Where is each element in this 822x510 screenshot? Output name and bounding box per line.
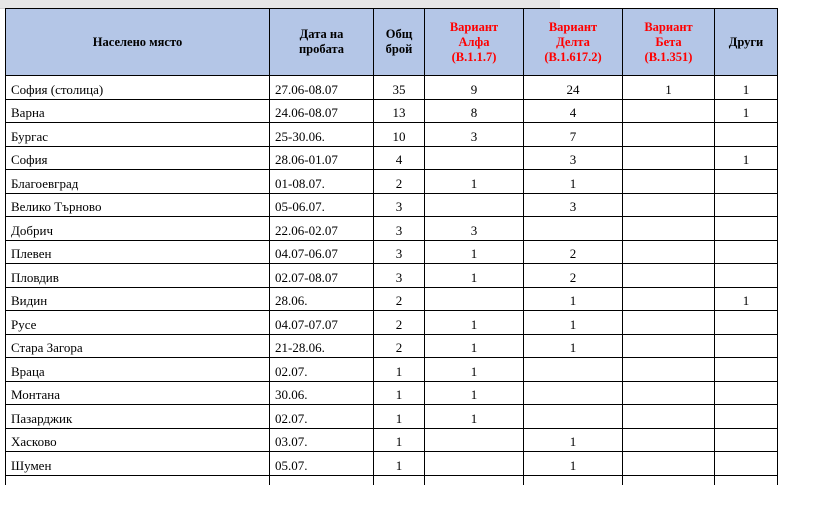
cell-delta: 24	[524, 76, 623, 100]
cell-total: 2	[374, 287, 425, 311]
cell-other: 1	[715, 287, 778, 311]
empty-cell	[374, 475, 425, 485]
table-row	[6, 264, 778, 288]
cell-total: 1	[374, 428, 425, 452]
cell-beta	[623, 381, 715, 405]
empty-cell	[524, 475, 623, 485]
cell-total: 2	[374, 170, 425, 194]
cell-delta: 1	[524, 334, 623, 358]
cell-place: Добрич	[6, 217, 270, 241]
cell-beta	[623, 170, 715, 194]
cell-beta	[623, 193, 715, 217]
cell-alpha	[425, 452, 524, 476]
cell-beta	[623, 264, 715, 288]
cell-place: Враца	[6, 358, 270, 382]
cell-delta: 1	[524, 287, 623, 311]
cell-beta: 1	[623, 76, 715, 100]
cell-total: 4	[374, 146, 425, 170]
cell-other	[715, 311, 778, 335]
cell-alpha	[425, 146, 524, 170]
cell-delta: 2	[524, 240, 623, 264]
cell-beta	[623, 123, 715, 147]
table-row	[6, 311, 778, 335]
table-row	[6, 405, 778, 429]
table-row	[6, 428, 778, 452]
cell-other	[715, 170, 778, 194]
table-row	[6, 123, 778, 147]
cell-date: 02.07-08.07	[270, 264, 374, 288]
cell-place: Монтана	[6, 381, 270, 405]
cell-beta	[623, 358, 715, 382]
cell-delta: 1	[524, 428, 623, 452]
cell-date: 28.06.	[270, 287, 374, 311]
cell-date: 04.07-07.07	[270, 311, 374, 335]
cell-alpha: 3	[425, 217, 524, 241]
cell-beta	[623, 146, 715, 170]
cell-alpha: 1	[425, 240, 524, 264]
cell-alpha: 1	[425, 358, 524, 382]
cell-total: 13	[374, 99, 425, 123]
cell-place: Варна	[6, 99, 270, 123]
cell-alpha: 1	[425, 381, 524, 405]
cell-delta: 4	[524, 99, 623, 123]
empty-cell	[6, 475, 270, 485]
header-place: Населено място	[6, 9, 270, 76]
cell-date: 04.07-06.07	[270, 240, 374, 264]
cell-date: 02.07.	[270, 358, 374, 382]
cell-place: Пазарджик	[6, 405, 270, 429]
cell-place: София	[6, 146, 270, 170]
cell-date: 25-30.06.	[270, 123, 374, 147]
cell-beta	[623, 99, 715, 123]
cell-other	[715, 405, 778, 429]
table-row	[6, 381, 778, 405]
table-body	[6, 76, 778, 485]
cell-other: 1	[715, 76, 778, 100]
cell-beta	[623, 240, 715, 264]
cell-total: 3	[374, 264, 425, 288]
cell-beta	[623, 334, 715, 358]
cell-place: София (столица)	[6, 76, 270, 100]
cell-delta	[524, 358, 623, 382]
cell-date: 02.07.	[270, 405, 374, 429]
cell-other	[715, 334, 778, 358]
cell-delta: 1	[524, 311, 623, 335]
cell-date: 27.06-08.07	[270, 76, 374, 100]
cell-total: 3	[374, 193, 425, 217]
cell-beta	[623, 311, 715, 335]
cell-total: 1	[374, 405, 425, 429]
cell-alpha: 3	[425, 123, 524, 147]
cell-total: 10	[374, 123, 425, 147]
cell-total: 1	[374, 452, 425, 476]
cell-alpha: 1	[425, 170, 524, 194]
table-header-row	[6, 9, 778, 76]
cell-date: 22.06-02.07	[270, 217, 374, 241]
cell-place: Русе	[6, 311, 270, 335]
cell-alpha: 9	[425, 76, 524, 100]
header-date: Дата на пробата	[270, 9, 374, 76]
header-alpha: Вариант Алфа (B.1.1.7)	[425, 9, 524, 76]
table-row	[6, 76, 778, 100]
table-row-cut-off	[6, 475, 778, 485]
cell-other	[715, 193, 778, 217]
cell-delta: 3	[524, 193, 623, 217]
cell-delta	[524, 405, 623, 429]
cell-delta: 3	[524, 146, 623, 170]
cell-place: Стара Загора	[6, 334, 270, 358]
cell-total: 3	[374, 240, 425, 264]
table-row	[6, 217, 778, 241]
cell-alpha	[425, 428, 524, 452]
cell-other	[715, 358, 778, 382]
cell-total: 2	[374, 311, 425, 335]
table-row	[6, 452, 778, 476]
cell-other	[715, 428, 778, 452]
cell-beta	[623, 452, 715, 476]
cell-other	[715, 123, 778, 147]
cell-total: 2	[374, 334, 425, 358]
cell-date: 30.06.	[270, 381, 374, 405]
cell-alpha: 1	[425, 405, 524, 429]
cell-total: 35	[374, 76, 425, 100]
cell-place: Благоевград	[6, 170, 270, 194]
header-total: Общ брой	[374, 9, 425, 76]
header-beta: Вариант Бета (B.1.351)	[623, 9, 715, 76]
cell-total: 1	[374, 381, 425, 405]
cell-delta: 2	[524, 264, 623, 288]
cell-other	[715, 240, 778, 264]
cell-date: 05-06.07.	[270, 193, 374, 217]
empty-cell	[623, 475, 715, 485]
table-row	[6, 99, 778, 123]
variants-table	[5, 8, 778, 485]
table-row	[6, 193, 778, 217]
header-other: Други	[715, 9, 778, 76]
cell-place: Шумен	[6, 452, 270, 476]
cell-delta	[524, 217, 623, 241]
cell-other	[715, 217, 778, 241]
cell-place: Видин	[6, 287, 270, 311]
cell-beta	[623, 287, 715, 311]
table-row	[6, 334, 778, 358]
cell-total: 1	[374, 358, 425, 382]
cell-date: 01-08.07.	[270, 170, 374, 194]
cell-place: Бургас	[6, 123, 270, 147]
cell-alpha: 1	[425, 334, 524, 358]
cell-place: Плевен	[6, 240, 270, 264]
cell-delta	[524, 381, 623, 405]
cell-other	[715, 264, 778, 288]
empty-cell	[270, 475, 374, 485]
table-row	[6, 358, 778, 382]
table-row	[6, 170, 778, 194]
cell-other: 1	[715, 146, 778, 170]
cell-other: 1	[715, 99, 778, 123]
cell-date: 28.06-01.07	[270, 146, 374, 170]
cell-place: Велико Търново	[6, 193, 270, 217]
empty-cell	[425, 475, 524, 485]
cell-date: 24.06-08.07	[270, 99, 374, 123]
table-row	[6, 146, 778, 170]
cell-delta: 1	[524, 170, 623, 194]
cell-beta	[623, 217, 715, 241]
cell-place: Хасково	[6, 428, 270, 452]
cell-total: 3	[374, 217, 425, 241]
table-row	[6, 240, 778, 264]
cell-other	[715, 452, 778, 476]
cell-alpha: 8	[425, 99, 524, 123]
cell-delta: 1	[524, 452, 623, 476]
cell-other	[715, 381, 778, 405]
cell-place: Пловдив	[6, 264, 270, 288]
table-row	[6, 287, 778, 311]
cell-alpha: 1	[425, 264, 524, 288]
empty-cell	[715, 475, 778, 485]
cell-delta: 7	[524, 123, 623, 147]
cell-beta	[623, 428, 715, 452]
cell-date: 21-28.06.	[270, 334, 374, 358]
header-delta: Вариант Делта (B.1.617.2)	[524, 9, 623, 76]
cell-alpha	[425, 287, 524, 311]
cell-alpha: 1	[425, 311, 524, 335]
cell-date: 03.07.	[270, 428, 374, 452]
cell-date: 05.07.	[270, 452, 374, 476]
cell-beta	[623, 405, 715, 429]
cell-alpha	[425, 193, 524, 217]
